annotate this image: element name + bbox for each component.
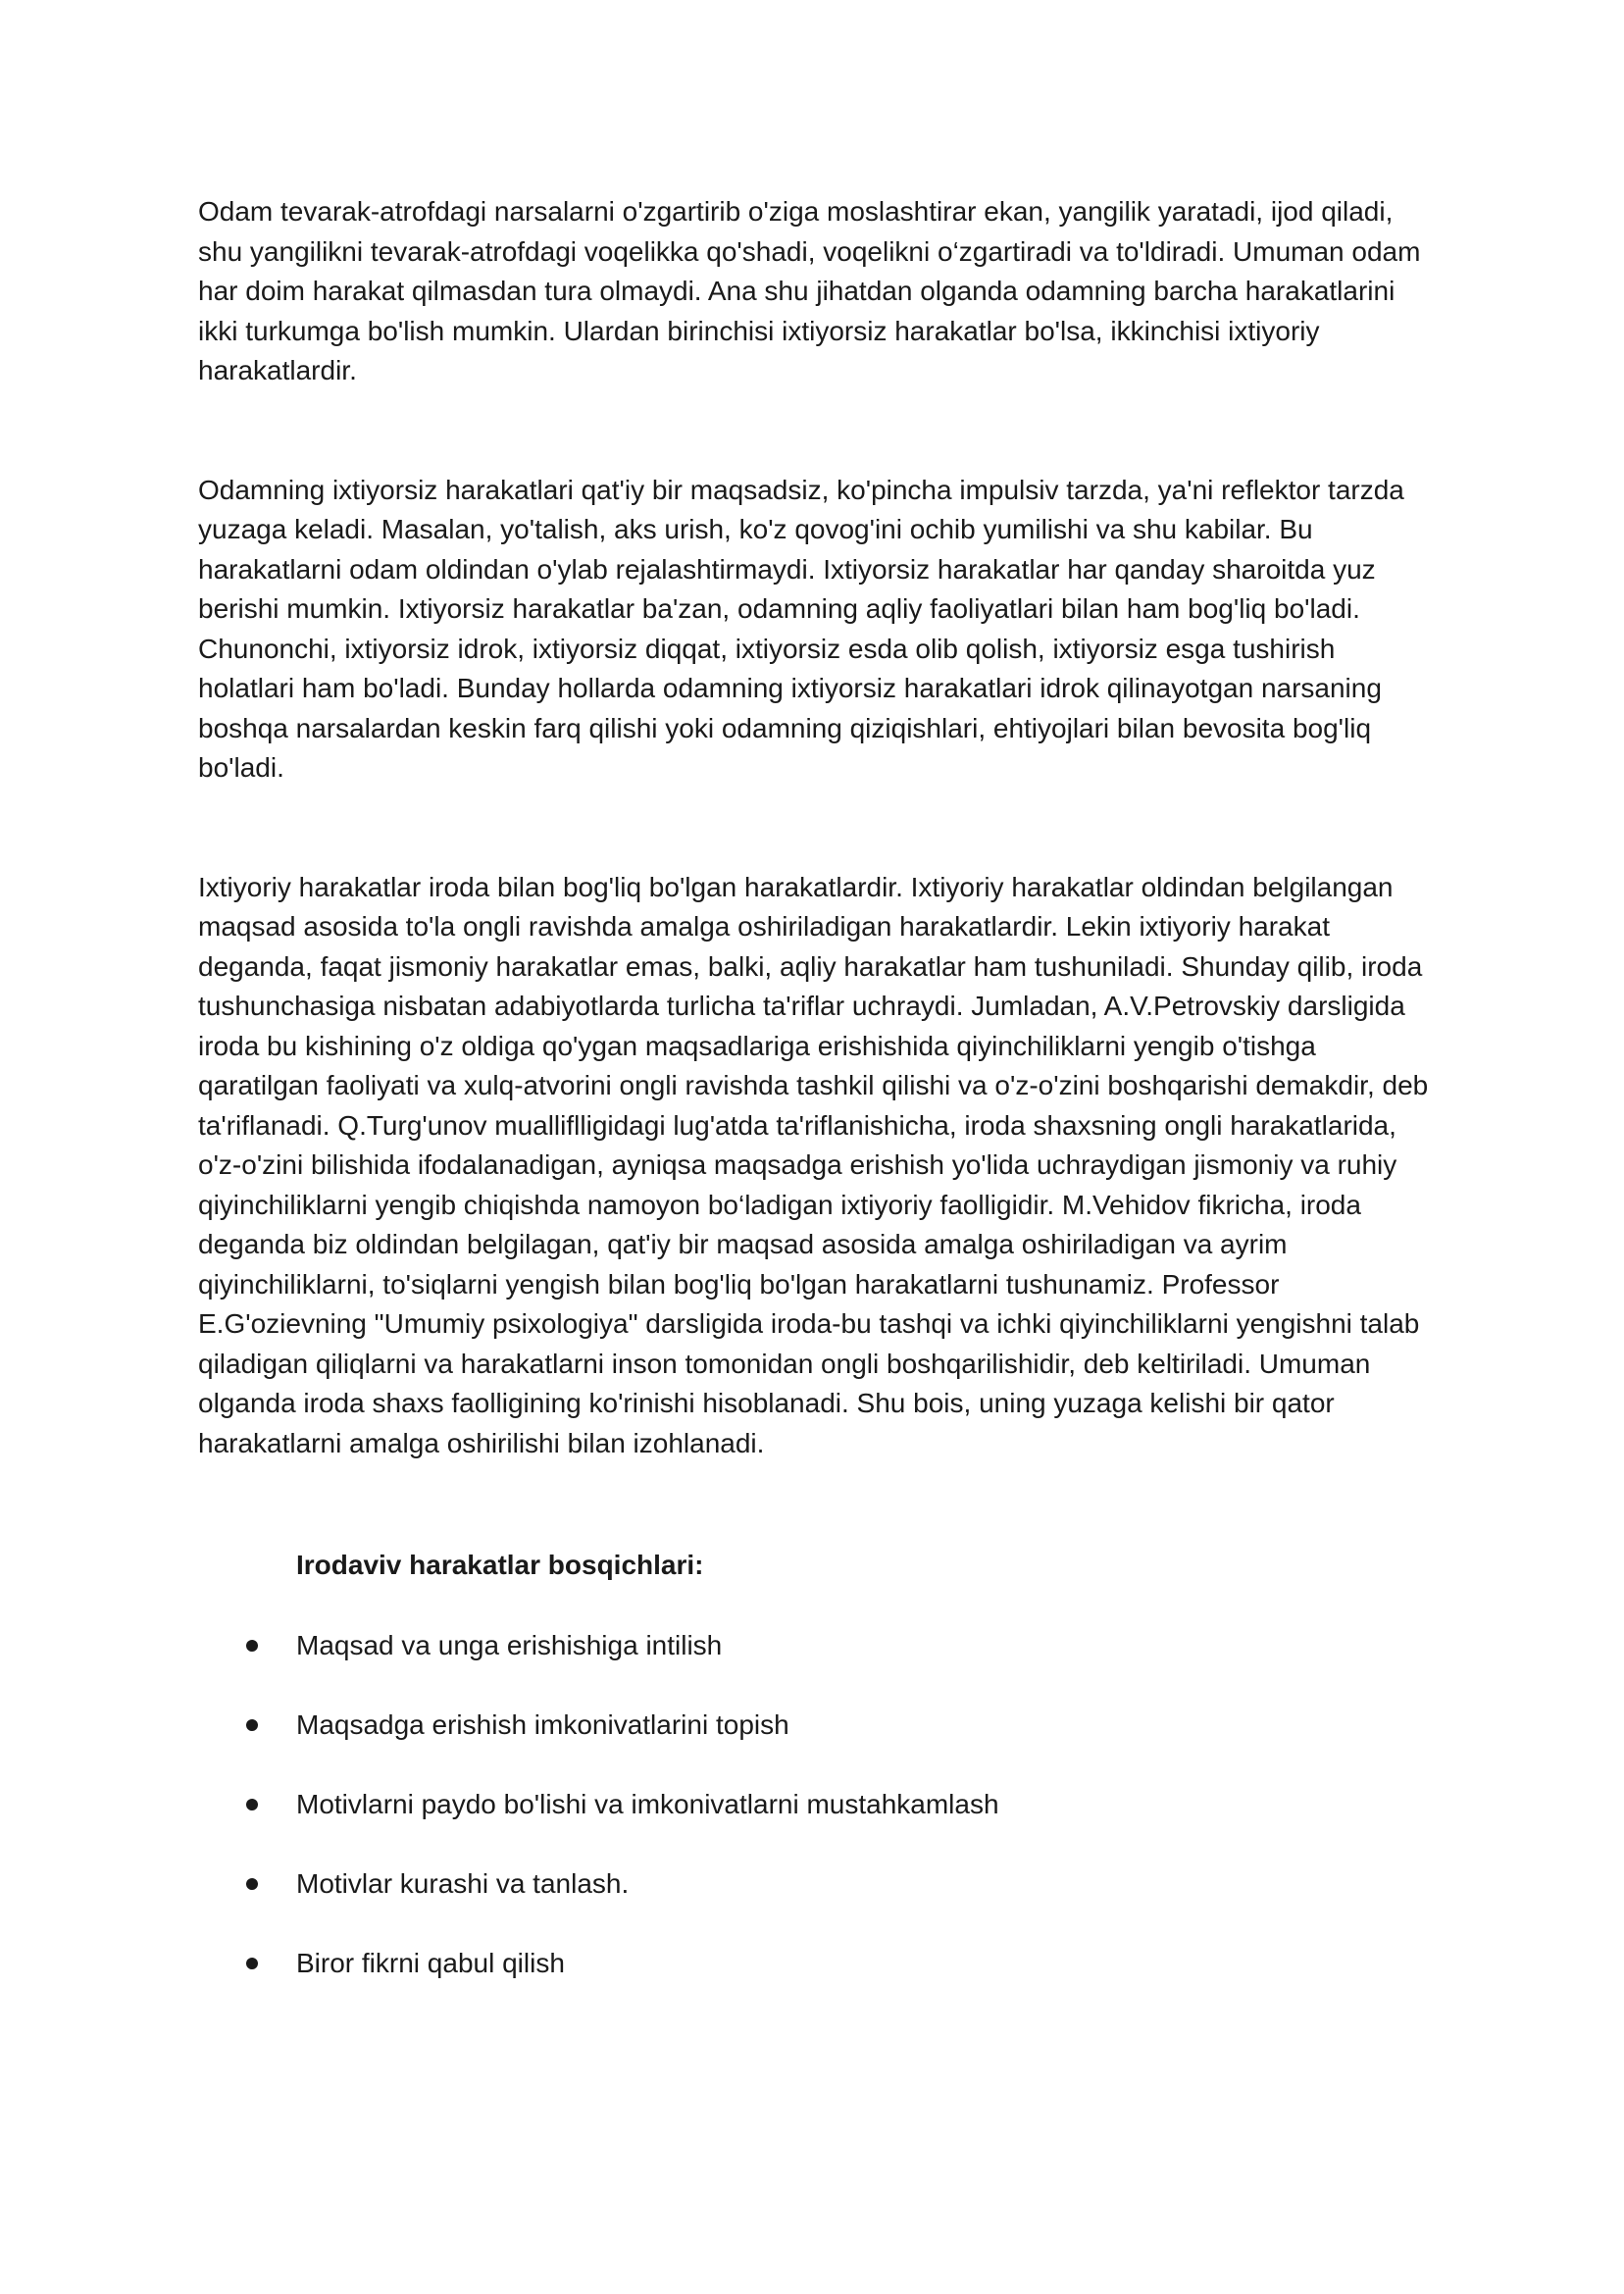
list-item xyxy=(198,1706,1436,1745)
list-item xyxy=(198,1785,1436,1824)
paragraph-spacer xyxy=(198,391,1436,471)
bullet-icon xyxy=(246,1640,258,1652)
bullet-icon xyxy=(246,1719,258,1731)
list-item-text: Biror fikrni qabul qilish xyxy=(296,1948,565,1978)
bullet-icon xyxy=(246,1878,258,1890)
paragraph-spacer xyxy=(198,789,1436,868)
list-item-text: Maqsad va unga erishishiga intilish xyxy=(296,1630,723,1660)
document-body xyxy=(198,192,1436,2023)
list-item-text: Motivlar kurashi va tanlash. xyxy=(296,1868,630,1899)
list-item xyxy=(198,1626,1436,1665)
bullet-list xyxy=(198,1626,1436,1983)
paragraph-1: Odam tevarak-atrofdagi narsalarni o'zgartirib o'ziga moslashtirar ekan, yangilik yaratadi, ijod qiladi, shu yangilikni tevarak-atrofdagi voqelikka qo'shadi, voqelikni o‘zgartiradi va to'ldiradi. Umuman odam har doim harakat qilmasdan tura olmaydi. Ana shu jihatdan olganda odamning barcha harakatlarini ikki turkumga bo'lish mumkin. Ulardan birinchisi ixtiyorsiz harakatlar bo'lsa, ikkinchisi ixtiyoriy harakatlardir. xyxy=(198,196,1421,385)
section-heading: Irodaviv harakatlar bosqichlari: xyxy=(296,1550,704,1580)
bullet-icon xyxy=(246,1799,258,1810)
list-item xyxy=(198,1864,1436,1904)
list-item xyxy=(198,1944,1436,1983)
list-item-text: Maqsadga erishish imkonivatlarini topish xyxy=(296,1709,789,1740)
paragraph-3: Ixtiyoriy harakatlar iroda bilan bog'liq bo'lgan harakatlardir. Ixtiyoriy harakatlar oldindan belgilangan maqsad asosida to'la ongli ravishda amalga oshiriladigan harakatlardir. Lekin ixtiyoriy harakat deganda, faqat jismoniy harakatlar emas, balki, aqliy harakatlar ham tushuniladi. Shunday qilib, iroda tushunchasiga nisbatan adabiyotlarda turlicha ta'riflar uchraydi. Jumladan, A.V.Petrovskiy darsligida iroda bu kishining o'z oldiga qo'ygan maqsadlariga erishishida qiyinchiliklarni yengib o'tishga qaratilgan faoliyati va xulq-atvorini ongli ravishda tashkil qilishi va o'z-o'zini boshqarishi demakdir, deb ta'riflanadi. Q.Turg'unov mualliflligidagi lug'atda ta'riflanishicha, iroda shaxsning ongli harakatlarida, o'z-o'zini bilishida ifodalanadigan, ayniqsa maqsadga erishish yo'lida uchraydigan jismoniy va ruhiy qiyinchiliklarni yengib chiqishda namoyon bo‘ladigan ixtiyoriy faolligidir. M.Vehidov fikricha, iroda deganda biz oldindan belgilagan, qat'iy bir maqsad asosida amalga oshiriladigan va ayrim qiyinchiliklarni, to'siqlarni yengish bilan bog'liq bo'lgan harakatlarni tushunamiz. Professor E.G'ozievning "Umumiy psixologiya" darsligida iroda-bu tashqi va ichki qiyinchiliklarni yengishni talab qiladigan qiliqlarni va harakatlarni inson tomonidan ongli boshqarilishidir, deb keltiriladi. Umuman olganda iroda shaxs faolligining ko'rinishi hisoblanadi. Shu bois, uning yuzaga kelishi bir qator harakatlarni amalga oshirilishi bilan izohlanadi. xyxy=(198,871,1429,1458)
paragraph-2: Odamning ixtiyorsiz harakatlari qat'iy bir maqsadsiz, ko'pincha impulsiv tarzda, ya'ni reflektor tarzda yuzaga keladi. Masalan, yo'talish, aks urish, ko'z qovog'ini ochib yumilishi va shu kabilar. Bu harakatlarni odam oldindan o'ylab rejalashtirmaydi. Ixtiyorsiz harakatlar har qanday sharoitda yuz berishi mumkin. Ixtiyorsiz harakatlar ba'zan, odamning aqliy faoliyatlari bilan ham bog'liq bo'ladi. Chunonchi, ixtiyorsiz idrok, ixtiyorsiz diqqat, ixtiyorsiz esda olib qolish, ixtiyorsiz esga tushirish holatlari ham bo'ladi. Bunday hollarda odamning ixtiyorsiz harakatlari idrok qilinayotgan narsaning boshqa narsalardan keskin farq qilishi yoki odamning qiziqishlari, ehtiyojlari bilan bevosita bog'liq bo'ladi. xyxy=(198,474,1404,783)
bullet-icon xyxy=(246,1958,258,1969)
paragraph-spacer xyxy=(198,1463,1436,1546)
list-item-text: Motivlarni paydo bo'lishi va imkonivatlarni mustahkamlash xyxy=(296,1789,999,1819)
